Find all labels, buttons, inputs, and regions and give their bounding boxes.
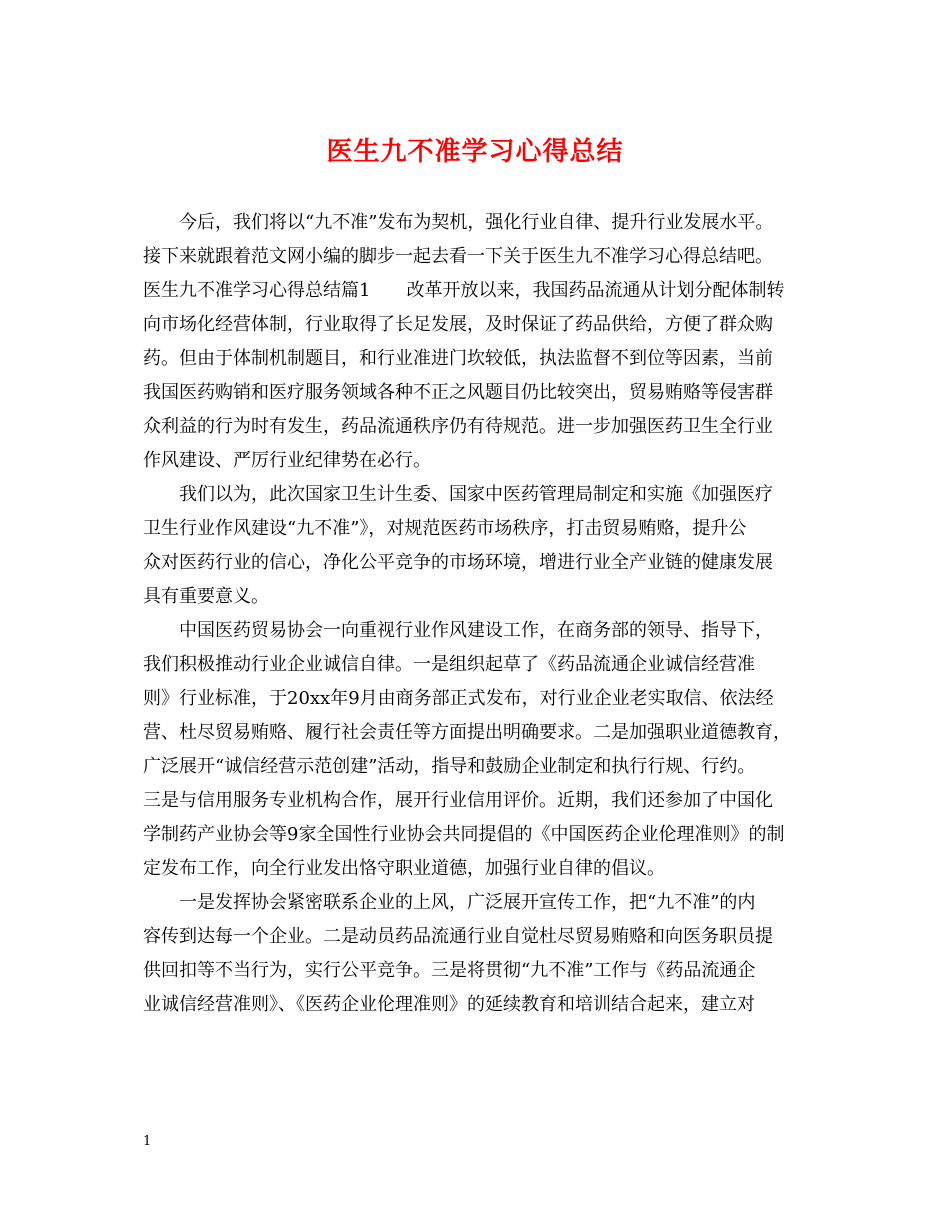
text-line: 则》行业标准，于20xx年9月由商务部正式发布，对行业企业老实取信、依法经 [143,688,774,709]
text-line: 具有重要意义。 [143,586,269,607]
text-line: 药。但由于体制机制题目，和行业准进门坎较低，执法监督不到位等因素，当前 [143,348,773,369]
text-line: 三是与信用服务专业机构合作，展开行业信用评价。近期，我们还参加了中国化 [143,790,773,811]
text-line: 卫生行业作风建设“九不准”》，对规范医药市场秩序，打击贸易贿赂，提升公 [143,518,747,539]
page-number: 1 [143,1134,152,1149]
text-line: 作风建设、严厉行业纪律势在必行。 [143,450,431,471]
text-line: 向市场化经营体制，行业取得了长足发展，及时保证了药品供给，方便了群众购 [143,314,773,335]
text-line: 学制药产业协会等9家全国性行业协会共同提倡的《中国医药企业伦理准则》的制 [143,824,785,845]
text-line: 今后，我们将以“九不准”发布为契机，强化行业自律、提升行业发展水平。 [179,212,774,233]
text-line: 医生九不准学习心得总结篇1 改革开放以来，我国药品流通从计划分配体制转 [143,280,785,301]
text-line: 容传到达每一个企业。二是动员药品流通行业自觉杜尽贸易贿赂和向医务职员提 [143,926,773,947]
text-line: 众对医药行业的信心，净化公平竞争的市场环境，增进行业全产业链的健康发展 [143,552,773,573]
text-line: 定发布工作，向全行业发出恪守职业道德，加强行业自律的倡议。 [143,858,665,879]
text-line: 业诚信经营准则》、《医药企业伦理准则》的延续教育和培训结合起来，建立对 [143,994,755,1015]
text-line: 我国医药购销和医疗服务领域各种不正之风题目仍比较突出，贸易贿赂等侵害群 [143,382,773,403]
text-line: 我们以为，此次国家卫生计生委、国家中医药管理局制定和实施《加强医疗 [179,484,773,505]
text-line: 营、杜尽贸易贿赂、履行社会责任等方面提出明确要求。二是加强职业道德教育， [143,722,791,743]
text-line: 中国医药贸易协会一向重视行业作风建设工作，在商务部的领导、指导下， [179,620,773,641]
document-title: 医生九不准学习心得总结 [326,137,624,167]
text-line: 我们积极推动行业企业诚信自律。一是组织起草了《药品流通企业诚信经营准 [143,654,755,675]
text-line: 一是发挥协会紧密联系企业的上风，广泛展开宣传工作，把“九不准”的内 [179,892,756,913]
text-line: 众利益的行为时有发生，药品流通秩序仍有待规范。进一步加强医药卫生全行业 [143,416,773,437]
text-line: 供回扣等不当行为，实行公平竞争。三是将贯彻“九不准”工作与《药品流通企 [143,960,756,981]
text-line: 广泛展开“诚信经营示范创建”活动，指导和鼓励企业制定和执行行规、行约。 [143,756,756,777]
text-line: 接下来就跟着范文网小编的脚步一起去看一下关于医生九不准学习心得总结吧。 [143,246,773,267]
